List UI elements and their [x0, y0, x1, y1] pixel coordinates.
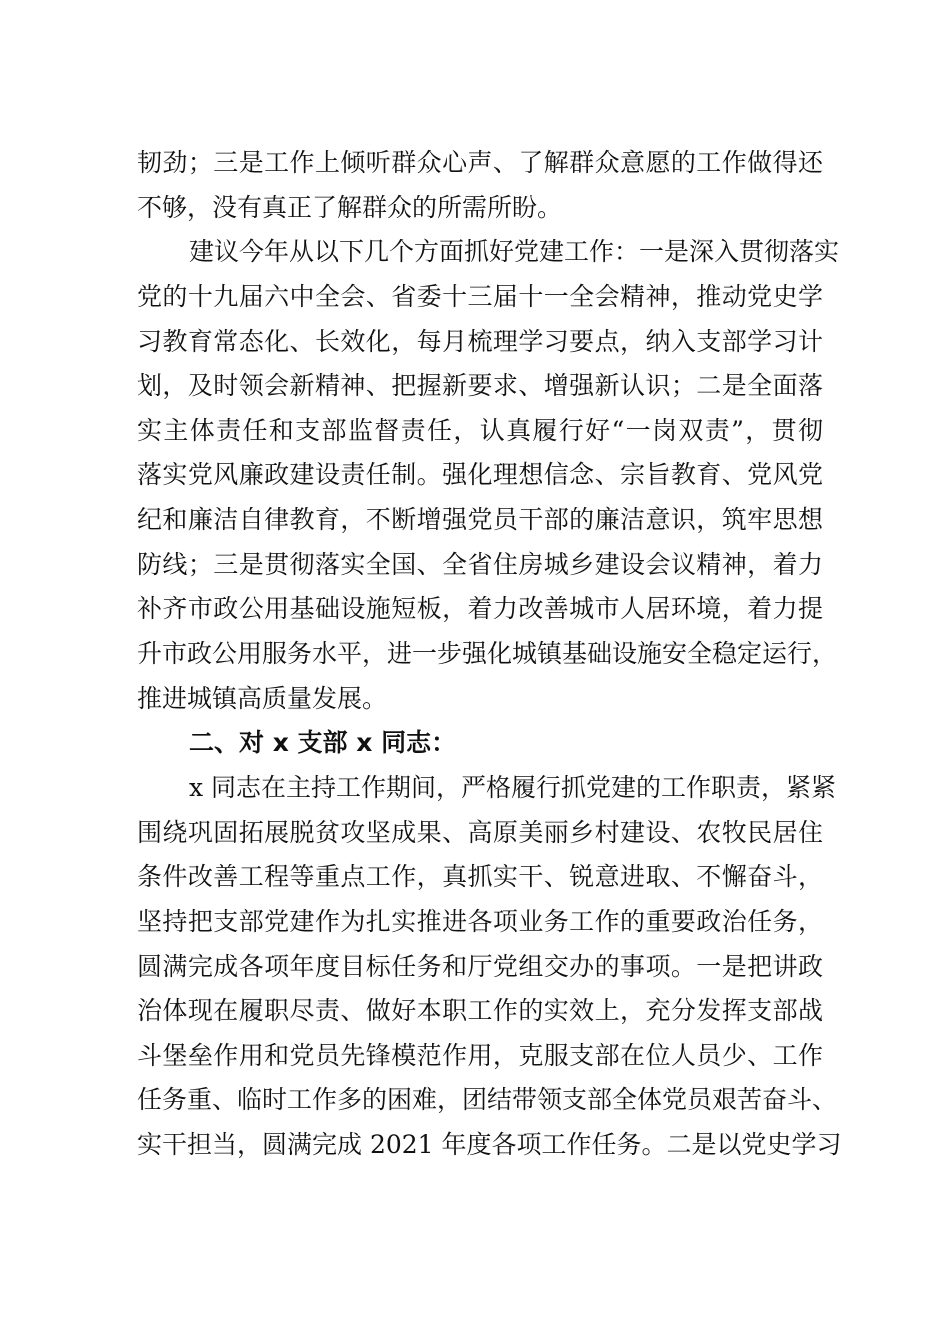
text-line: 建议今年从以下几个方面抓好党建工作：一是深入贯彻落实	[189, 237, 840, 267]
text-line: 条件改善工程等重点工作，真抓实干、锐意进取、不懈奋斗，	[137, 862, 823, 892]
text-line: 补齐市政公用基础设施短板，着力改善城市人居环境，着力提	[137, 594, 823, 624]
text-line: 升市政公用服务水平，进一步强化城镇基础设施安全稳定运行，	[137, 639, 838, 669]
text-line: 实主体责任和支部监督责任，认真履行好“一岗双责”，贯彻	[137, 415, 823, 445]
text-line: 斗堡垒作用和党员先锋模范作用，克服支部在位人员少、工作	[137, 1040, 823, 1070]
text-line: 围绕巩固拓展脱贫攻坚成果、高原美丽乡村建设、农牧民居住	[137, 817, 823, 847]
text-line: 坚持把支部党建作为扎实推进各项业务工作的重要政治任务，	[137, 906, 823, 936]
text-line: 治体现在履职尽责、做好本职工作的实效上，充分发挥支部战	[137, 996, 823, 1026]
text-line: x 同志在主持工作期间，严格履行抓党建的工作职责，紧紧	[189, 772, 837, 802]
text-line: 实干担当，圆满完成 2021 年度各项工作任务。二是以党史学习	[137, 1130, 842, 1160]
text-line: 防线；三是贯彻落实全国、全省住房城乡建设会议精神，着力	[137, 549, 823, 579]
text-line: 纪和廉洁自律教育，不断增强党员干部的廉洁意识，筑牢思想	[137, 505, 823, 535]
text-line: 落实党风廉政建设责任制。强化理想信念、宗旨教育、党风党	[137, 460, 823, 490]
document-page	[137, 141, 842, 1168]
text-line: 任务重、临时工作多的困难，团结带领支部全体党员艰苦奋斗、	[137, 1085, 838, 1115]
section-heading: 二、对 x 支部 x 同志：	[189, 728, 457, 758]
text-line: 划，及时领会新精神、把握新要求、增强新认识；二是全面落	[137, 371, 823, 401]
text-line: 推进城镇高质量发展。	[137, 683, 388, 713]
text-line: 不够，没有真正了解群众的所需所盼。	[137, 192, 563, 222]
text-line: 圆满完成各项年度目标任务和厅党组交办的事项。一是把讲政	[137, 951, 823, 981]
text-line: 韧劲；三是工作上倾听群众心声、了解群众意愿的工作做得还	[137, 148, 823, 177]
text-line: 党的十九届六中全会、省委十三届十一全会精神，推动党史学	[137, 281, 823, 311]
text-line: 习教育常态化、长效化，每月梳理学习要点，纳入支部学习计	[137, 326, 823, 356]
